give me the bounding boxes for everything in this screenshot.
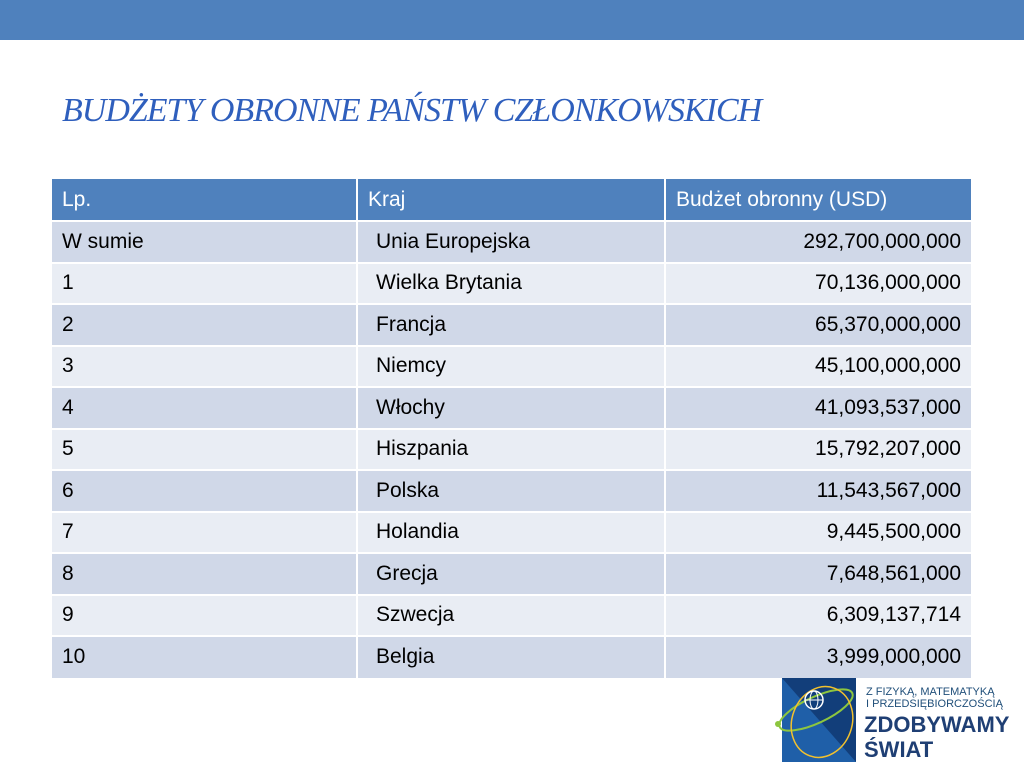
table-row (52, 470, 972, 512)
cell-lp: 10 (52, 636, 357, 678)
table-header-row (52, 179, 972, 221)
logo-tagline-line1: Z FIZYKĄ, MATEMATYKĄ (866, 686, 995, 698)
table-row (52, 387, 972, 429)
top-accent-bar (0, 0, 1024, 40)
cell-lp: 3 (52, 346, 357, 388)
table-row (52, 553, 972, 595)
cell-country: Grecja (357, 553, 665, 595)
cell-budget: 3,999,000,000 (665, 636, 972, 678)
cell-lp: 8 (52, 553, 357, 595)
cell-budget: 7,648,561,000 (665, 553, 972, 595)
cell-budget: 9,445,500,000 (665, 512, 972, 554)
slide-title: BUDŻETY OBRONNE PAŃSTW CZŁONKOWSKICH (62, 92, 762, 129)
cell-budget: 15,792,207,000 (665, 429, 972, 471)
cell-country: Włochy (357, 387, 665, 429)
header-lp: Lp. (52, 179, 357, 221)
cell-country: Hiszpania (357, 429, 665, 471)
table-row (52, 595, 972, 637)
cell-country: Szwecja (357, 595, 665, 637)
cell-budget: 41,093,537,000 (665, 387, 972, 429)
cell-lp: 4 (52, 387, 357, 429)
table-row (52, 429, 972, 471)
cell-lp: W sumie (52, 221, 357, 263)
cell-budget: 11,543,567,000 (665, 470, 972, 512)
logo-brand-line1: ZDOBYWAMY (864, 712, 1010, 737)
cell-country: Polska (357, 470, 665, 512)
table-row (52, 346, 972, 388)
globe-orbit-icon (772, 676, 872, 768)
logo-tagline (866, 686, 1024, 710)
table-row (52, 636, 972, 678)
logo-brand-line2: ŚWIAT (864, 737, 934, 762)
cell-lp: 9 (52, 595, 357, 637)
cell-country: Belgia (357, 636, 665, 678)
logo-tagline-line2: I PRZEDSIĘBIORCZOŚCIĄ (866, 698, 1003, 710)
header-budget: Budżet obronny (USD) (665, 179, 972, 221)
cell-country: Niemcy (357, 346, 665, 388)
cell-budget: 292,700,000,000 (665, 221, 972, 263)
header-country: Kraj (357, 179, 665, 221)
cell-lp: 1 (52, 263, 357, 305)
cell-lp: 5 (52, 429, 357, 471)
cell-budget: 65,370,000,000 (665, 304, 972, 346)
cell-country: Wielka Brytania (357, 263, 665, 305)
project-logo (772, 676, 1024, 768)
cell-lp: 2 (52, 304, 357, 346)
cell-country: Holandia (357, 512, 665, 554)
cell-lp: 7 (52, 512, 357, 554)
cell-country: Francja (357, 304, 665, 346)
cell-country: Unia Europejska (357, 221, 665, 263)
cell-budget: 45,100,000,000 (665, 346, 972, 388)
logo-brand (864, 712, 1024, 762)
table-row (52, 221, 972, 263)
cell-budget: 6,309,137,714 (665, 595, 972, 637)
table-row (52, 512, 972, 554)
table-row (52, 263, 972, 305)
defense-budget-table (52, 179, 973, 678)
table-row (52, 304, 972, 346)
cell-lp: 6 (52, 470, 357, 512)
cell-budget: 70,136,000,000 (665, 263, 972, 305)
